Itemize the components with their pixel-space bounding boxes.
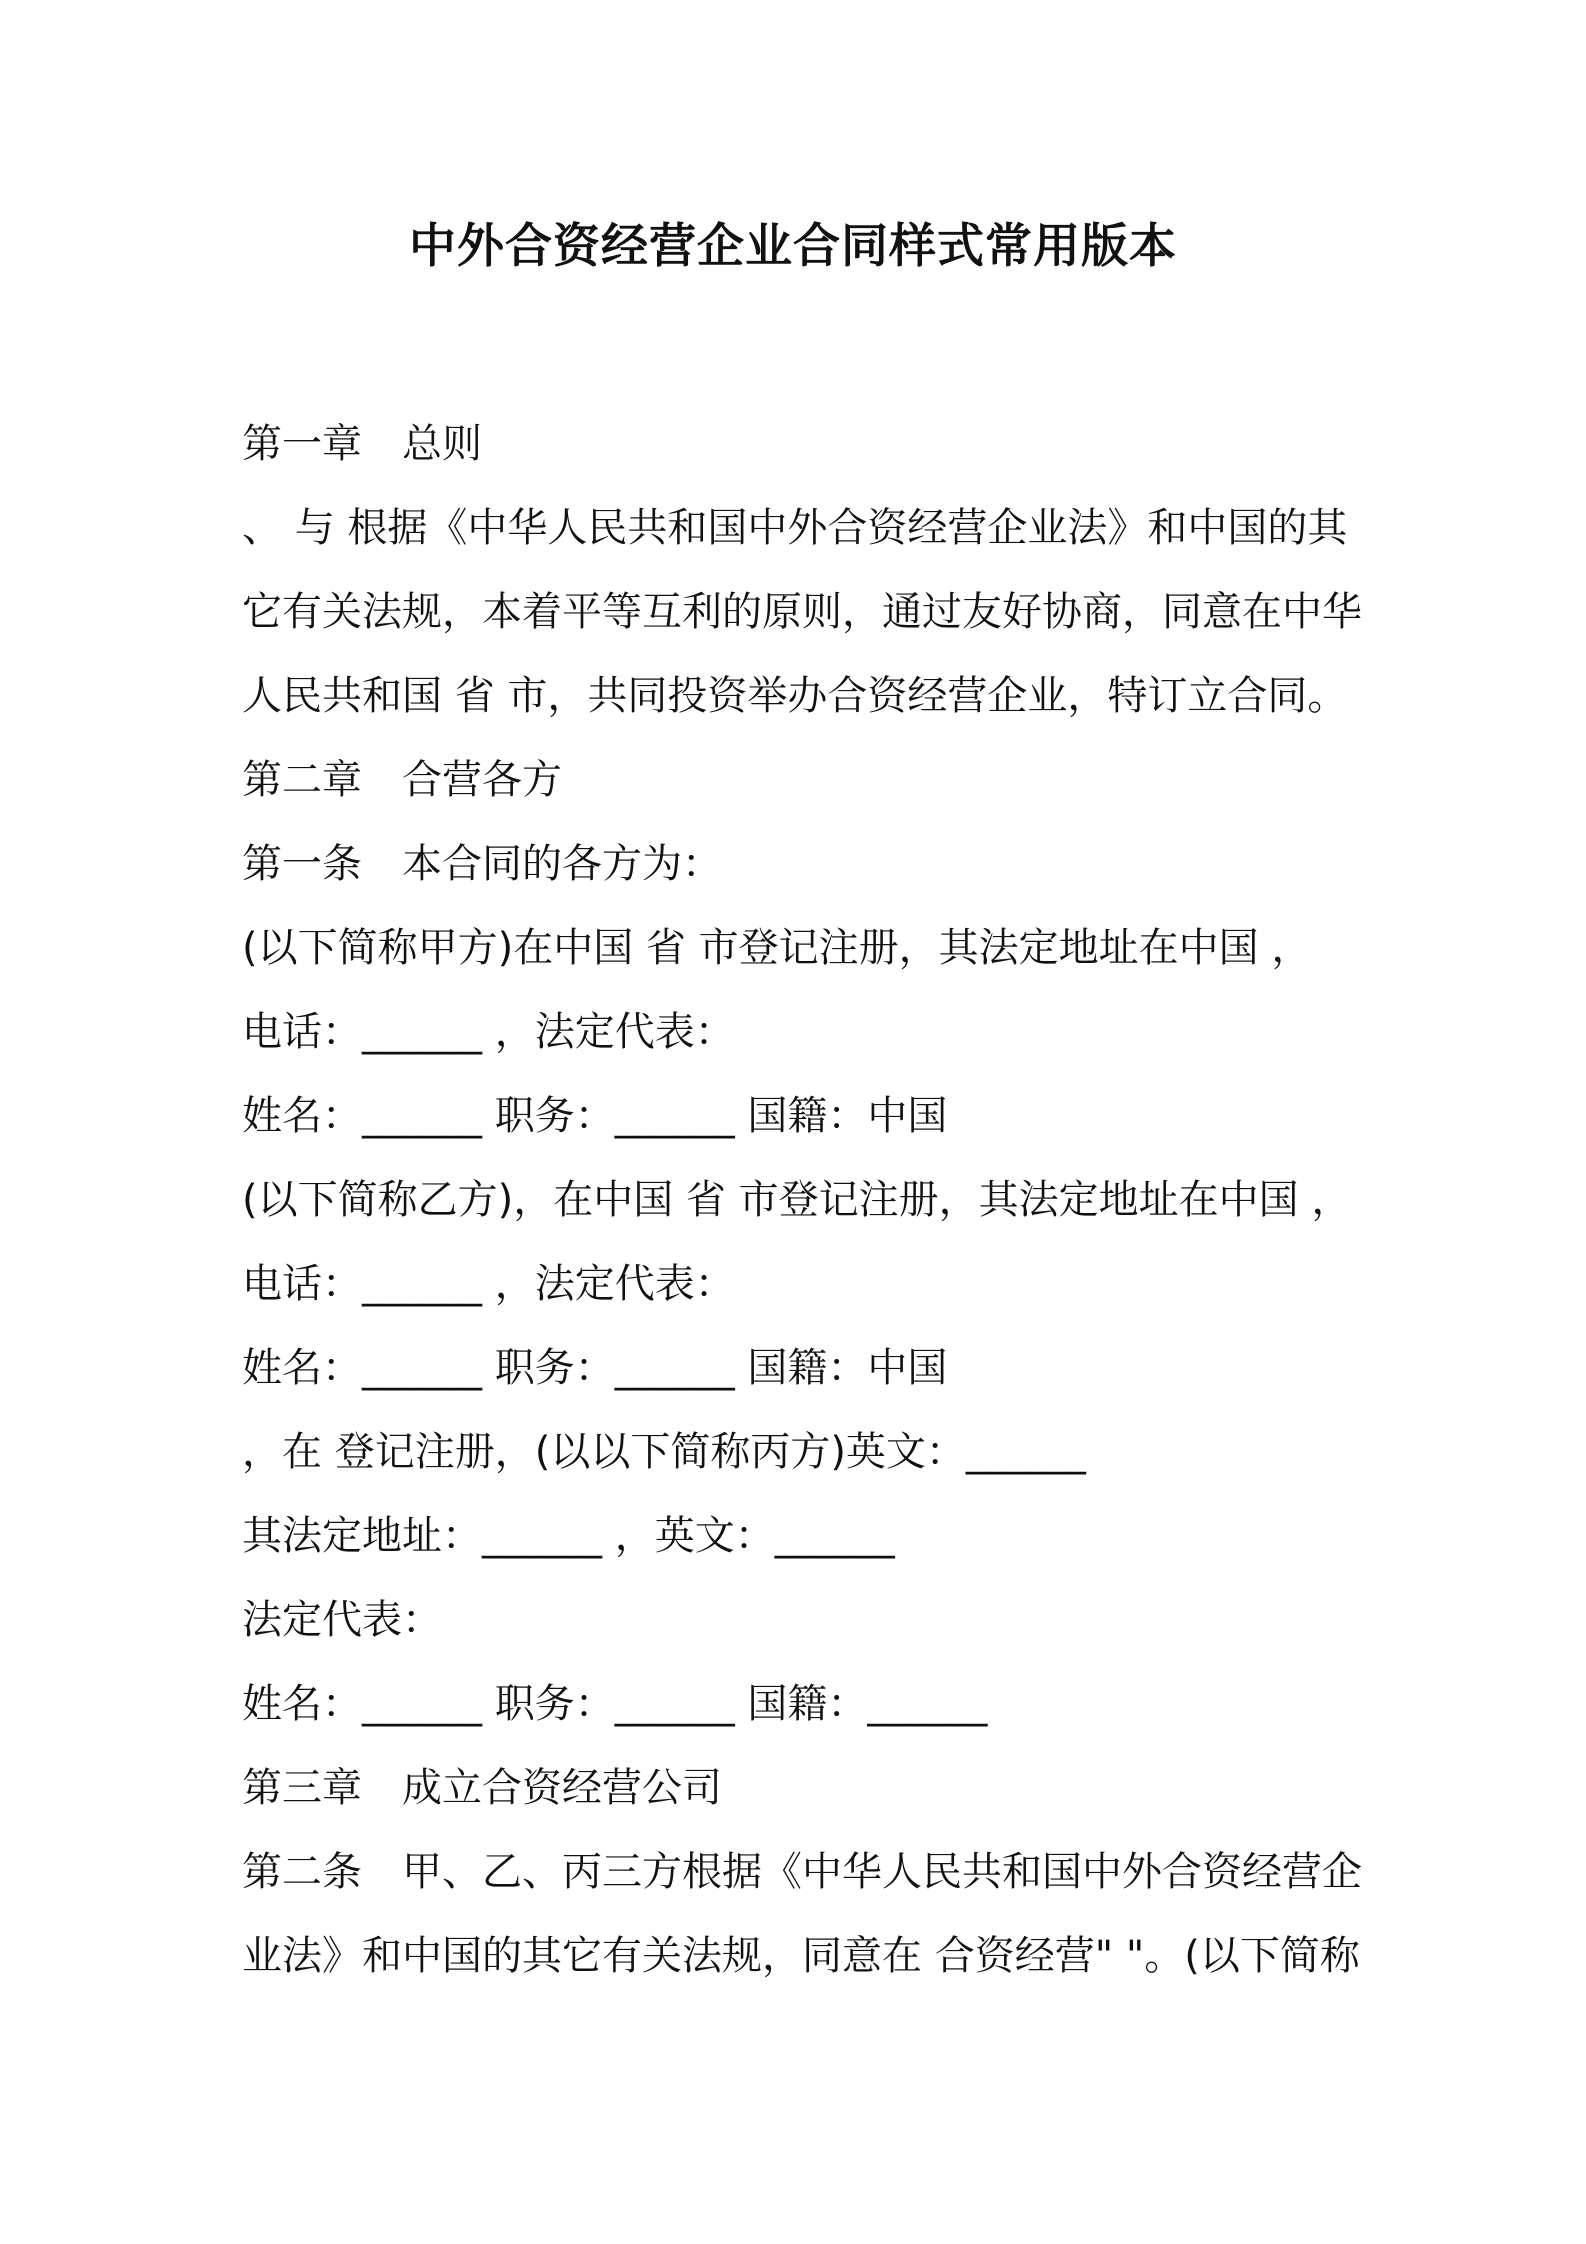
paragraph-line: 它有关法规，本着平等互利的原则，通过友好协商，同意在中华 (242, 589, 1362, 635)
article-2-line-1: 第二条 甲、乙、丙三方根据《中华人民共和国中外合资经营企 (242, 1849, 1362, 1895)
paragraph-line: 人民共和国 省 市，共同投资举办合资经营企业，特订立合同。 (242, 673, 1348, 719)
chapter-2-heading: 第二章 合营各方 (242, 757, 562, 803)
party-c-address: 其法定地址：______ ，英文：______ (242, 1513, 895, 1559)
party-c-representative: 姓名：______ 职务：______ 国籍：______ (242, 1681, 988, 1727)
party-b-registration: (以下简称乙方)，在中国 省 市登记注册，其法定地址在中国 ， (242, 1177, 1352, 1223)
paragraph-line: 、 与 根据《中华人民共和国中外合资经营企业法》和中国的其 (242, 505, 1348, 551)
document-body (242, 402, 1362, 1998)
party-b-representative: 姓名：______ 职务：______ 国籍：中国 (242, 1345, 948, 1391)
party-a-representative: 姓名：______ 职务：______ 国籍：中国 (242, 1093, 948, 1139)
party-a-registration: (以下简称甲方)在中国 省 市登记注册，其法定地址在中国 ， (242, 925, 1312, 971)
article-2-line-2: 业法》和中国的其它有关法规，同意在 合资经营" "。(以下简称 (242, 1933, 1360, 1979)
chapter-3-heading: 第三章 成立合资经营公司 (242, 1765, 722, 1811)
party-c-registration: ，在 登记注册，(以以下简称丙方)英文：______ (242, 1429, 1086, 1475)
article-1-heading: 第一条 本合同的各方为： (242, 841, 722, 887)
chapter-1-heading: 第一章 总则 (242, 421, 482, 467)
party-a-phone: 电话：______ ，法定代表： (242, 1009, 735, 1055)
document-title: 中外合资经营企业合同样式常用版本 (409, 219, 1177, 274)
party-c-representative-label: 法定代表： (242, 1597, 442, 1643)
party-b-phone: 电话：______ ，法定代表： (242, 1261, 735, 1307)
